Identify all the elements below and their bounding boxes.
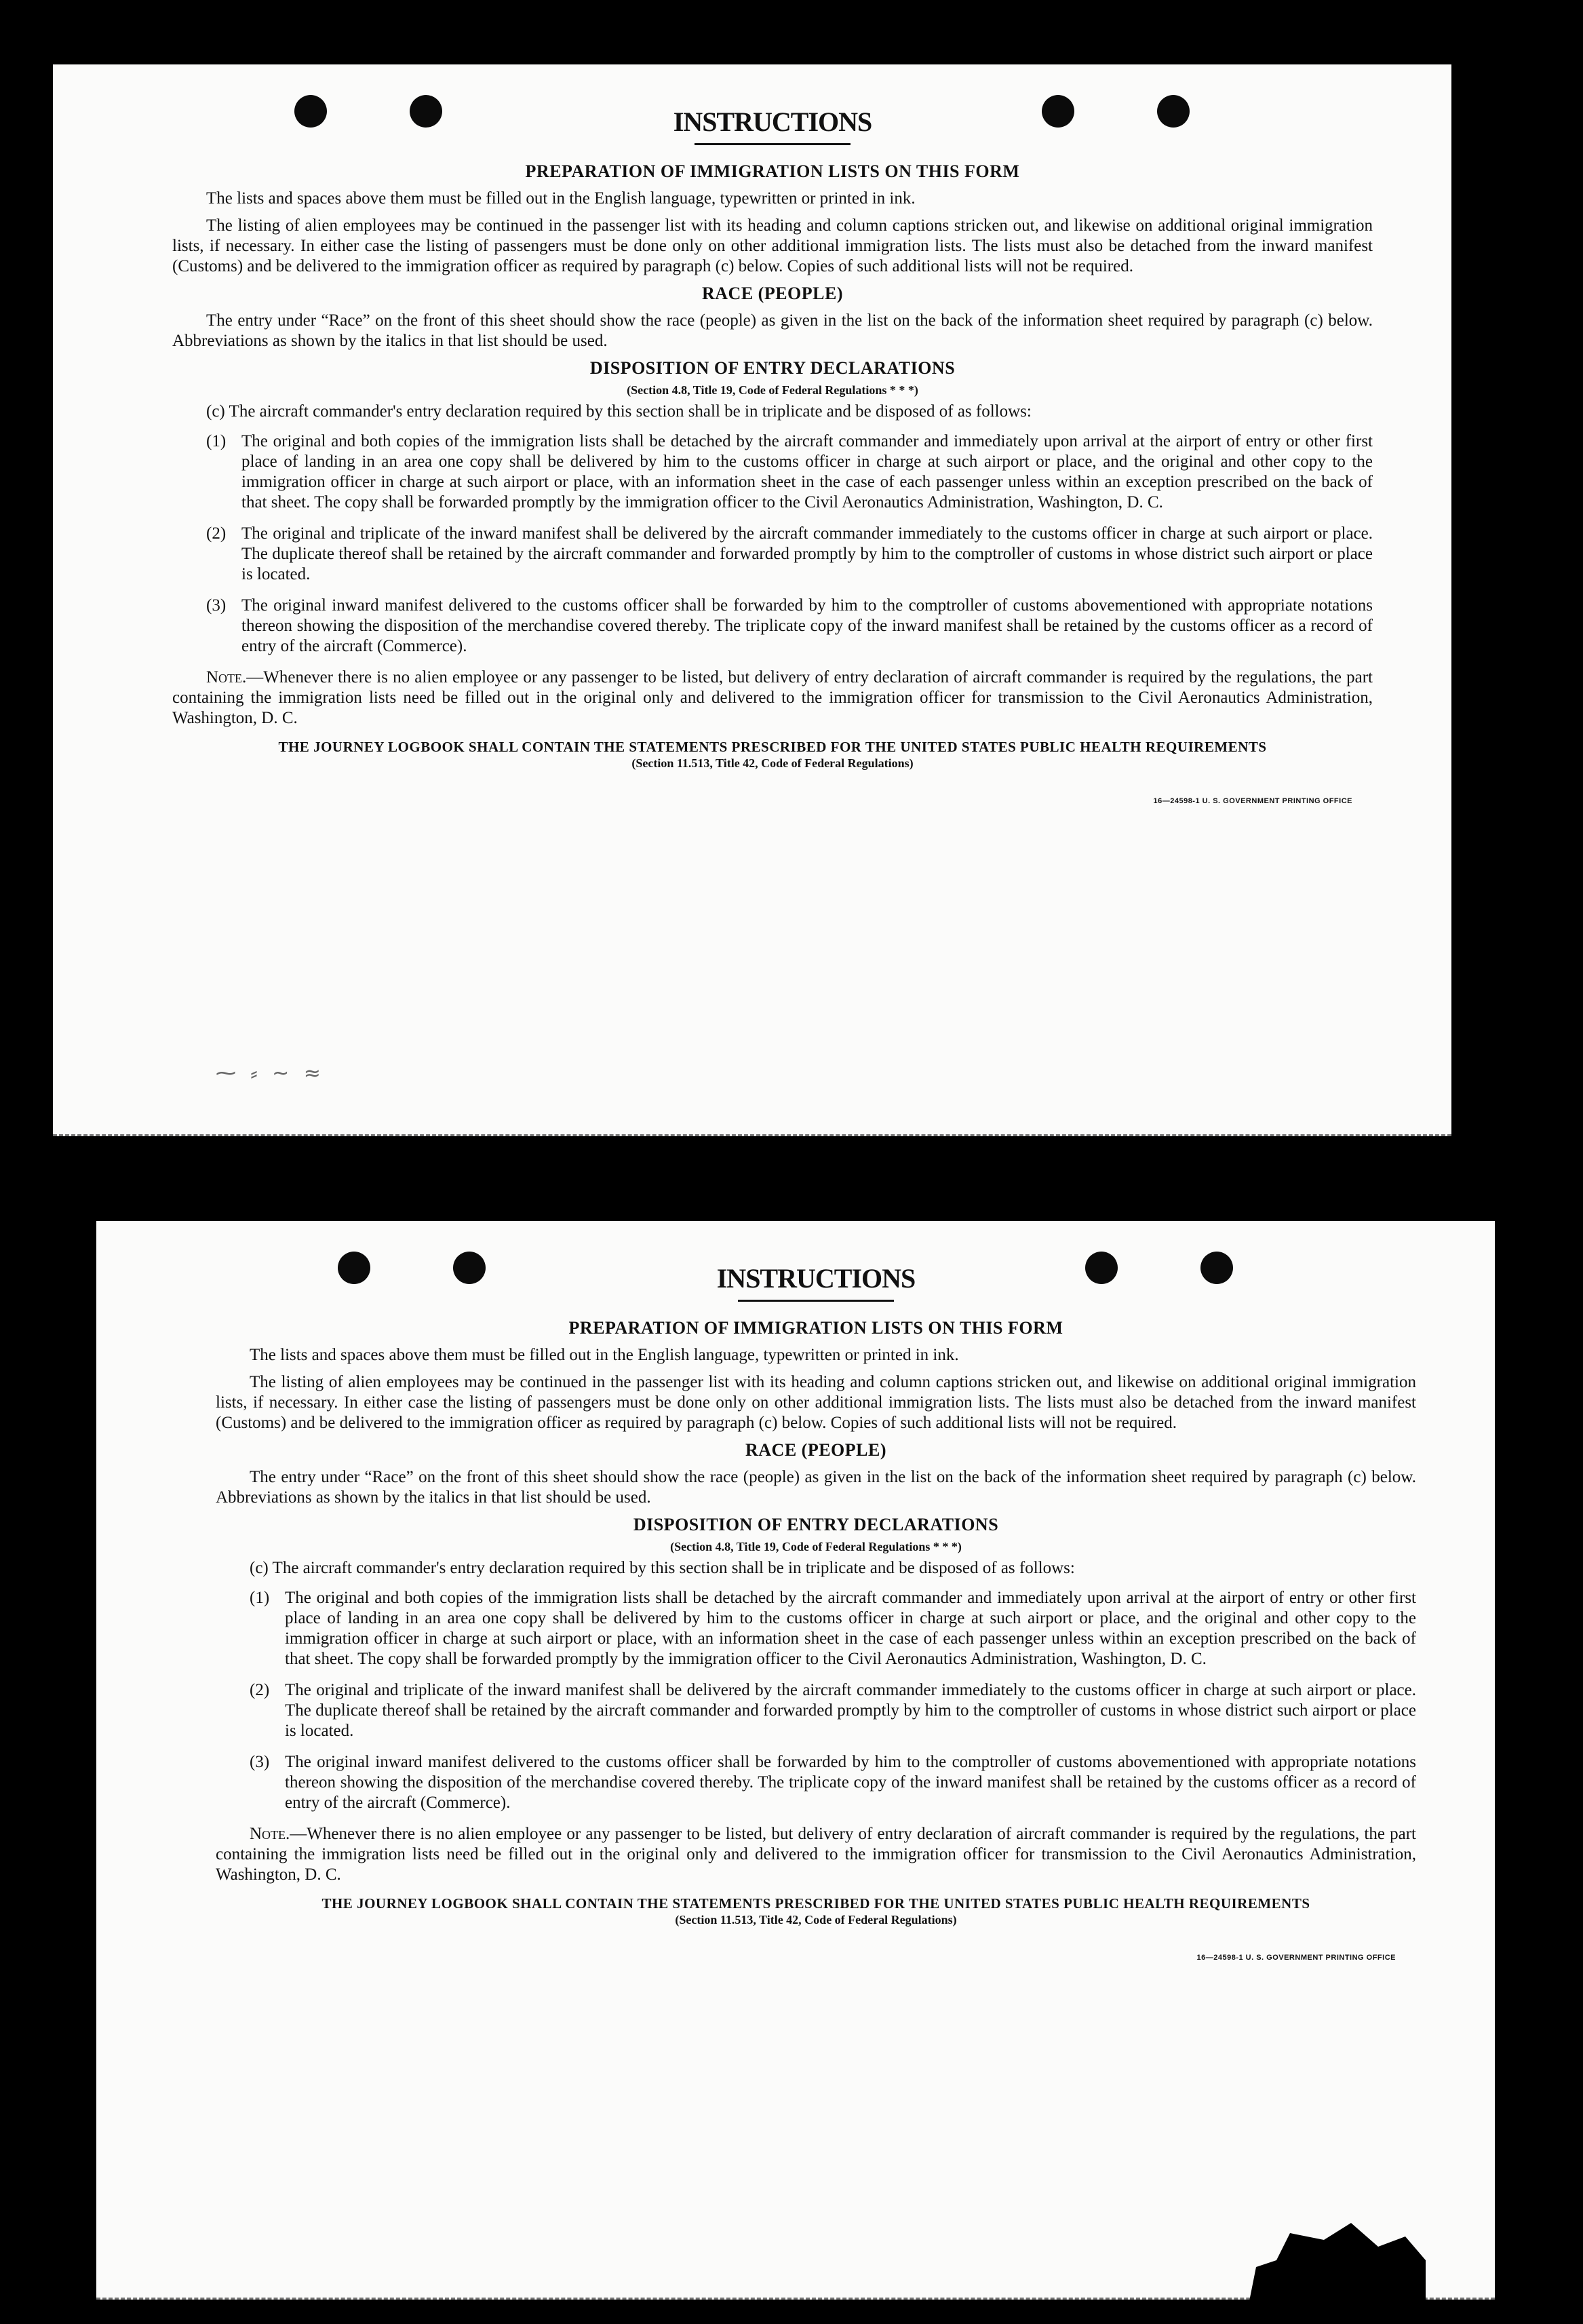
closing-reference: (Section 11.513, Title 42, Code of Federal Regulations) <box>631 756 914 770</box>
closing-statement: THE JOURNEY LOGBOOK SHALL CONTAIN THE STATEMENTS PRESCRIBED FOR THE UNITED STATES PUBLIC HEALTH REQUIREMENTS <box>321 1895 1310 1912</box>
preparation-heading: PREPARATION OF IMMIGRATION LISTS ON THIS FORM <box>568 1318 1063 1338</box>
list-item <box>206 431 1373 513</box>
item-number: (2) <box>250 1681 270 1699</box>
page-title: INSTRUCTIONS <box>716 1263 916 1294</box>
note-text: —Whenever there is no alien employee or any passenger to be listed, but delivery of entry declaration of aircraft commander is required by the regulations, the part containing the immigration lists need be filled out in the original only and delivered to the immigration officer for transmission to the Civil Aeronautics Administration, Washington, D. C. <box>172 668 1373 727</box>
disposition-reference: (Section 4.8, Title 19, Code of Federal Regulations * * *) <box>627 383 918 397</box>
list-item <box>206 524 1373 585</box>
item-text: The original and both copies of the immigration lists shall be detached by the aircraft commander and immediately upon arrival at the airport of entry or other first place of landing in an area one copy shall be delivered by him to the customs officer in charge at such airport or place, and the original and other copy to the immigration officer in charge at such airport or place, with an information sheet in the case of each passenger unless within an exception prescribed on the back of that sheet. The copy shall be forwarded promptly by the immigration officer to the Civil Aeronautics Administration, Washington, D. C. <box>285 1589 1416 1668</box>
item-number: (3) <box>206 596 227 615</box>
printer-imprint: 16—24598-1 U. S. GOVERNMENT PRINTING OFFICE <box>1196 1954 1396 1962</box>
instruction-sheet-top <box>53 64 1451 1136</box>
note-paragraph <box>216 1824 1416 1885</box>
item-text: The original and triplicate of the inward manifest shall be delivered by the aircraft commander immediately to the customs officer in charge at such airport or place. The duplicate thereof shall be retained by the aircraft commander and forwarded promptly by him to the comptroller of customs in whose district such airport or place is located. <box>241 524 1373 583</box>
list-item <box>250 1752 1416 1813</box>
list-item <box>250 1588 1416 1669</box>
preparation-paragraph-2: The listing of alien employees may be continued in the passenger list with its heading and column captions stricken out, and likewise on additional original immigration lists, if necessary. In either case the listing of passengers must be done only on other additional immigration lists. The lists must also be detached from the inward manifest (Customs) and be delivered to the immigration officer as required by paragraph (c) below. Copies of such additional lists will not be required. <box>172 216 1373 275</box>
item-number: (3) <box>250 1753 270 1771</box>
item-number: (1) <box>206 432 227 450</box>
title-rule <box>695 143 851 145</box>
note-label: Note. <box>250 1825 290 1843</box>
disposition-reference: (Section 4.8, Title 19, Code of Federal Regulations * * *) <box>670 1540 962 1553</box>
note-text: —Whenever there is no alien employee or any passenger to be listed, but delivery of entry declaration of aircraft commander is required by the regulations, the part containing the immigration lists need be filled out in the original only and delivered to the immigration officer for transmission to the Civil Aeronautics Administration, Washington, D. C. <box>216 1825 1416 1884</box>
item-number: (2) <box>206 524 227 543</box>
item-text: The original inward manifest delivered to the customs officer shall be forwarded by him to the comptroller of customs abovementioned with appropriate notations thereon showing the disposition of the merchandise covered thereby. The triplicate copy of the inward manifest shall be retained by the customs officer as a record of entry of the aircraft (Commerce). <box>241 596 1373 655</box>
item-text: The original and both copies of the immigration lists shall be detached by the aircraft commander and immediately upon arrival at the airport of entry or other first place of landing in an area one copy shall be delivered by him to the customs officer in charge at such airport or place, and the original and other copy to the immigration officer in charge at such airport or place, with an information sheet in the case of each passenger unless within an exception prescribed on the back of that sheet. The copy shall be forwarded promptly by the immigration officer to the Civil Aeronautics Administration, Washington, D. C. <box>241 432 1373 511</box>
preparation-paragraph-2: The listing of alien employees may be continued in the passenger list with its heading and column captions stricken out, and likewise on additional original immigration lists, if necessary. In either case the listing of passengers must be done only on other additional immigration lists. The lists must also be detached from the inward manifest (Customs) and be delivered to the immigration officer as required by paragraph (c) below. Copies of such additional lists will not be required. <box>216 1373 1416 1432</box>
closing-reference: (Section 11.513, Title 42, Code of Federal Regulations) <box>675 1913 957 1926</box>
torn-corner <box>1249 2220 1426 2301</box>
closing-statement: THE JOURNEY LOGBOOK SHALL CONTAIN THE STATEMENTS PRESCRIBED FOR THE UNITED STATES PUBLIC HEALTH REQUIREMENTS <box>278 739 1267 755</box>
sheet-content <box>216 1262 1416 1968</box>
instruction-sheet-bottom <box>96 1221 1495 2300</box>
list-item <box>206 596 1373 657</box>
race-heading: RACE (PEOPLE) <box>702 284 843 303</box>
page-title: INSTRUCTIONS <box>673 106 872 137</box>
preparation-paragraph-1: The lists and spaces above them must be filled out in the English language, typewritten or printed in ink. <box>250 1346 959 1364</box>
race-heading: RACE (PEOPLE) <box>745 1440 886 1460</box>
item-text: The original inward manifest delivered to the customs officer shall be forwarded by him to the comptroller of customs abovementioned with appropriate notations thereon showing the disposition of the merchandise covered thereby. The triplicate copy of the inward manifest shall be retained by the customs officer as a record of entry of the aircraft (Commerce). <box>285 1753 1416 1812</box>
race-paragraph: The entry under “Race” on the front of this sheet should show the race (people) as given in the list on the back of the information sheet required by paragraph (c) below. Abbreviations as shown by the italics in that list should be used. <box>172 311 1373 350</box>
preparation-heading: PREPARATION OF IMMIGRATION LISTS ON THIS FORM <box>525 161 1020 181</box>
race-paragraph: The entry under “Race” on the front of this sheet should show the race (people) as given in the list on the back of the information sheet required by paragraph (c) below. Abbreviations as shown by the italics in that list should be used. <box>216 1468 1416 1507</box>
list-item <box>250 1680 1416 1741</box>
item-number: (1) <box>250 1589 270 1607</box>
preparation-paragraph-1: The lists and spaces above them must be filled out in the English language, typewritten or printed in ink. <box>206 189 916 208</box>
note-label: Note. <box>206 668 247 686</box>
printer-imprint: 16—24598-1 U. S. GOVERNMENT PRINTING OFFICE <box>1153 797 1352 805</box>
disposition-heading: DISPOSITION OF ENTRY DECLARATIONS <box>589 358 956 378</box>
sheet-content <box>172 105 1373 811</box>
item-text: The original and triplicate of the inward manifest shall be delivered by the aircraft commander immediately to the customs officer in charge at such airport or place. The duplicate thereof shall be retained by the aircraft commander and forwarded promptly by him to the comptroller of customs in whose district such airport or place is located. <box>285 1681 1416 1740</box>
title-rule <box>738 1300 894 1302</box>
disposition-heading: DISPOSITION OF ENTRY DECLARATIONS <box>633 1515 999 1534</box>
pencil-scribble: ⁓ ⸗ ~ ≈ <box>216 1062 325 1085</box>
clause-c: (c) The aircraft commander's entry declaration required by this section shall be in triplicate and be disposed of as follows: <box>250 1559 1075 1577</box>
note-paragraph <box>172 667 1373 729</box>
clause-c: (c) The aircraft commander's entry declaration required by this section shall be in triplicate and be disposed of as follows: <box>206 402 1032 421</box>
